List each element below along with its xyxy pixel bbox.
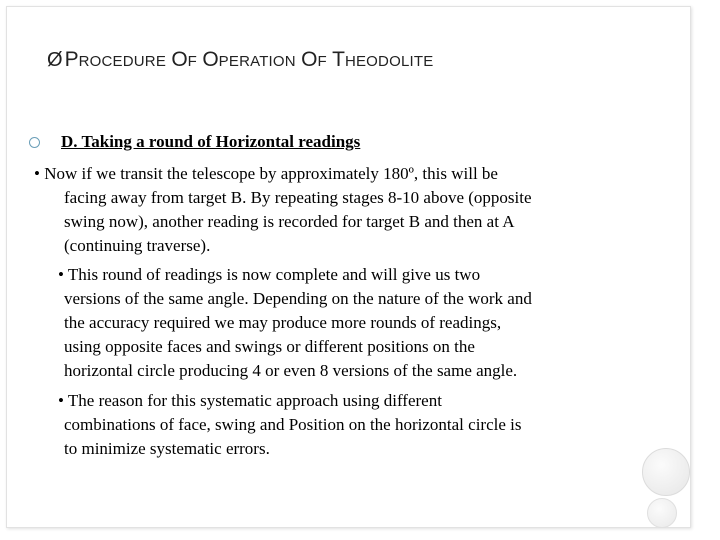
decorative-circle-icon <box>647 498 677 528</box>
title-word: OPERATION <box>202 48 296 71</box>
slide-title <box>47 47 433 73</box>
text-line: combinations of face, swing and Position on the horizontal circle is <box>64 415 522 434</box>
circle-bullet-icon <box>29 137 40 148</box>
title-word: OF <box>171 48 198 71</box>
title-word: PROCEDURE <box>64 48 167 71</box>
text-line: horizontal circle producing 4 or even 8 versions of the same angle. <box>64 361 518 380</box>
text-line: • Now if we transit the telescope by approximately 180º, this will be <box>34 164 498 183</box>
text-line: facing away from target B. By repeating stages 8-10 above (opposite <box>64 188 532 207</box>
paragraph-1 <box>34 162 654 258</box>
title-word: THEODOLITE <box>332 48 434 71</box>
text-line: • The reason for this systematic approach using different <box>58 391 442 410</box>
text-line: using opposite faces and swings or different positions on the <box>64 337 475 356</box>
text-line: • This round of readings is now complete and will give us two <box>58 265 481 284</box>
text-line: versions of the same angle. Depending on the nature of the work and <box>64 289 532 308</box>
text-line: to minimize systematic errors. <box>64 439 270 458</box>
arrow-bullet-icon: Ø <box>47 48 63 71</box>
text-line: (continuing traverse). <box>64 236 211 255</box>
text-line: the accuracy required we may produce more rounds of readings, <box>64 313 502 332</box>
paragraph-3 <box>58 389 658 461</box>
decorative-circle-icon <box>642 448 690 496</box>
title-word: OF <box>301 48 327 71</box>
text-line: swing now), another reading is recorded for target B and then at A <box>64 212 515 231</box>
paragraph-2 <box>58 263 658 383</box>
subheading-text: D. Taking a round of Horizontal readings <box>61 132 361 151</box>
section-subheading <box>28 132 360 152</box>
